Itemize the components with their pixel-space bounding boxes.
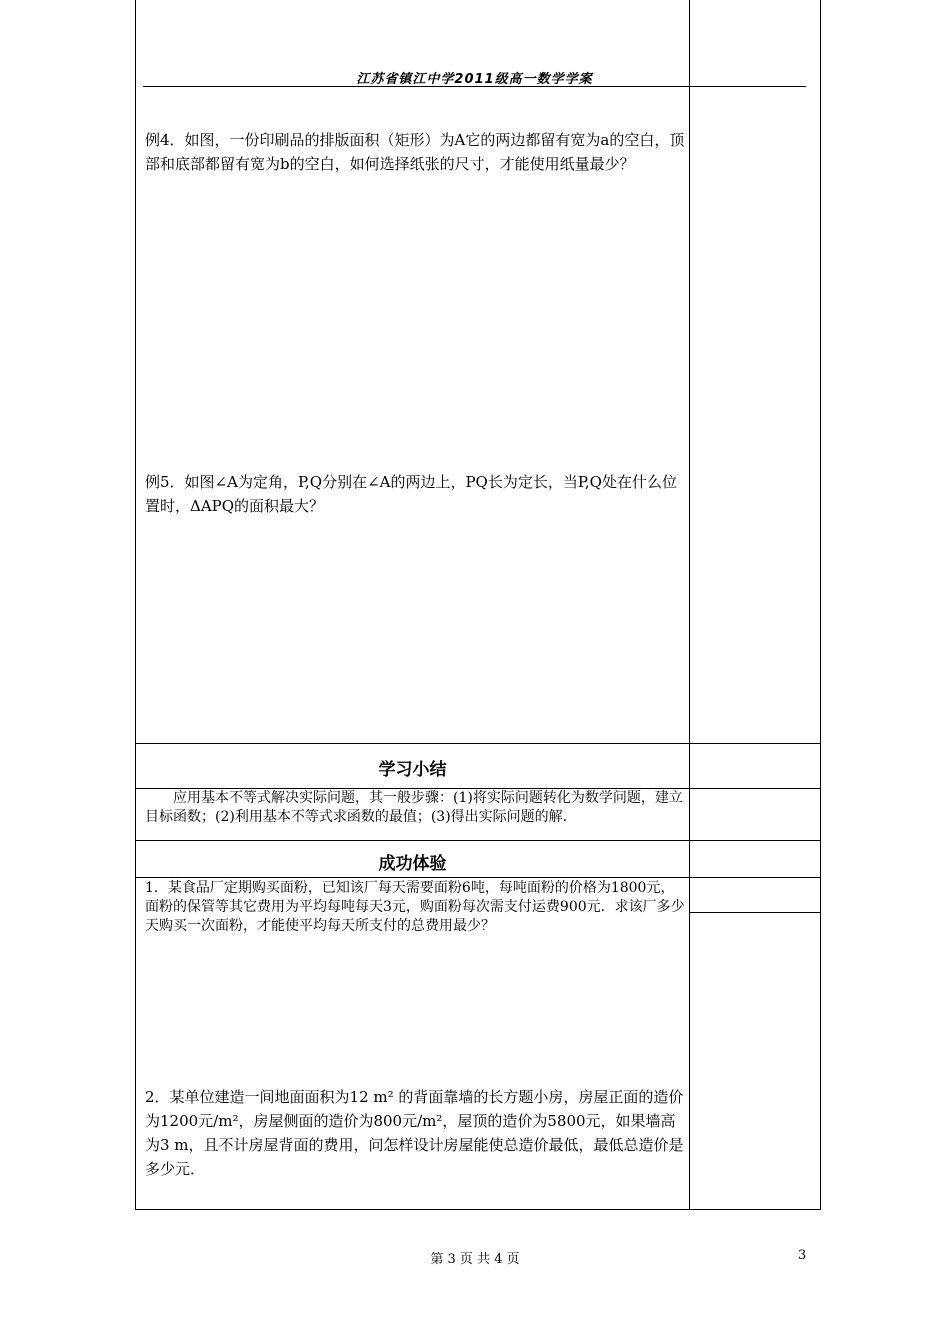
- example-4: 例4．如图，一份印刷品的排版面积（矩形）为A它的两边都留有宽为a的空白，顶部和底部都留有宽为b的空白，如何选择纸张的尺寸，才能使用纸量最少？: [145, 131, 685, 173]
- right-col-divider: [689, 912, 821, 913]
- page-number: 3: [798, 1248, 807, 1263]
- column-divider: [689, 0, 690, 1210]
- summary-title: 学习小结: [378, 760, 447, 780]
- page-footer: 第 3 页 共 4 页: [430, 1252, 520, 1267]
- table-frame: [135, 0, 821, 1210]
- header-rule: [143, 86, 806, 87]
- row-divider-practice-body: [135, 877, 821, 878]
- document-header: 江苏省镇江中学2011级高一数学学案: [356, 72, 593, 87]
- summary-text: 应用基本不等式解决实际问题，其一般步骤：(1)将实际问题转化为数学问题，建立目标函数；(2)利用基本不等式求函数的最值；(3)得出实际问题的解．: [145, 790, 683, 825]
- practice-problem-2: 2．某单位建造一间地面面积为12 m² 的背面靠墙的长方题小房，房屋正面的造价为1200元/m²，房屋侧面的造价为800元/m²，屋顶的造价为5800元，如果墙高为3 m，且不计房屋背面的费用，问怎样设计房屋能使总造价最低，最低总造价是多少元．: [145, 1088, 684, 1178]
- practice-problem-1: 1．某食品厂定期购买面粉，已知该厂每天需要面粉6吨，每吨面粉的价格为1800元，面粉的保管等其它费用为平均每吨每天3元，购面粉每次需支付运费900元．求该厂多少天购买一次面粉，才能使平均每天所支付的总费用最少？: [145, 880, 685, 934]
- practice-title: 成功体验: [378, 854, 447, 874]
- row-divider-summary: [135, 743, 821, 744]
- row-divider-practice: [135, 840, 821, 841]
- example-5: 例5．如图∠A为定角，P,Q分别在∠A的两边上，PQ长为定长，当P,Q处在什么位置时，ΔAPQ的面积最大？: [145, 473, 677, 515]
